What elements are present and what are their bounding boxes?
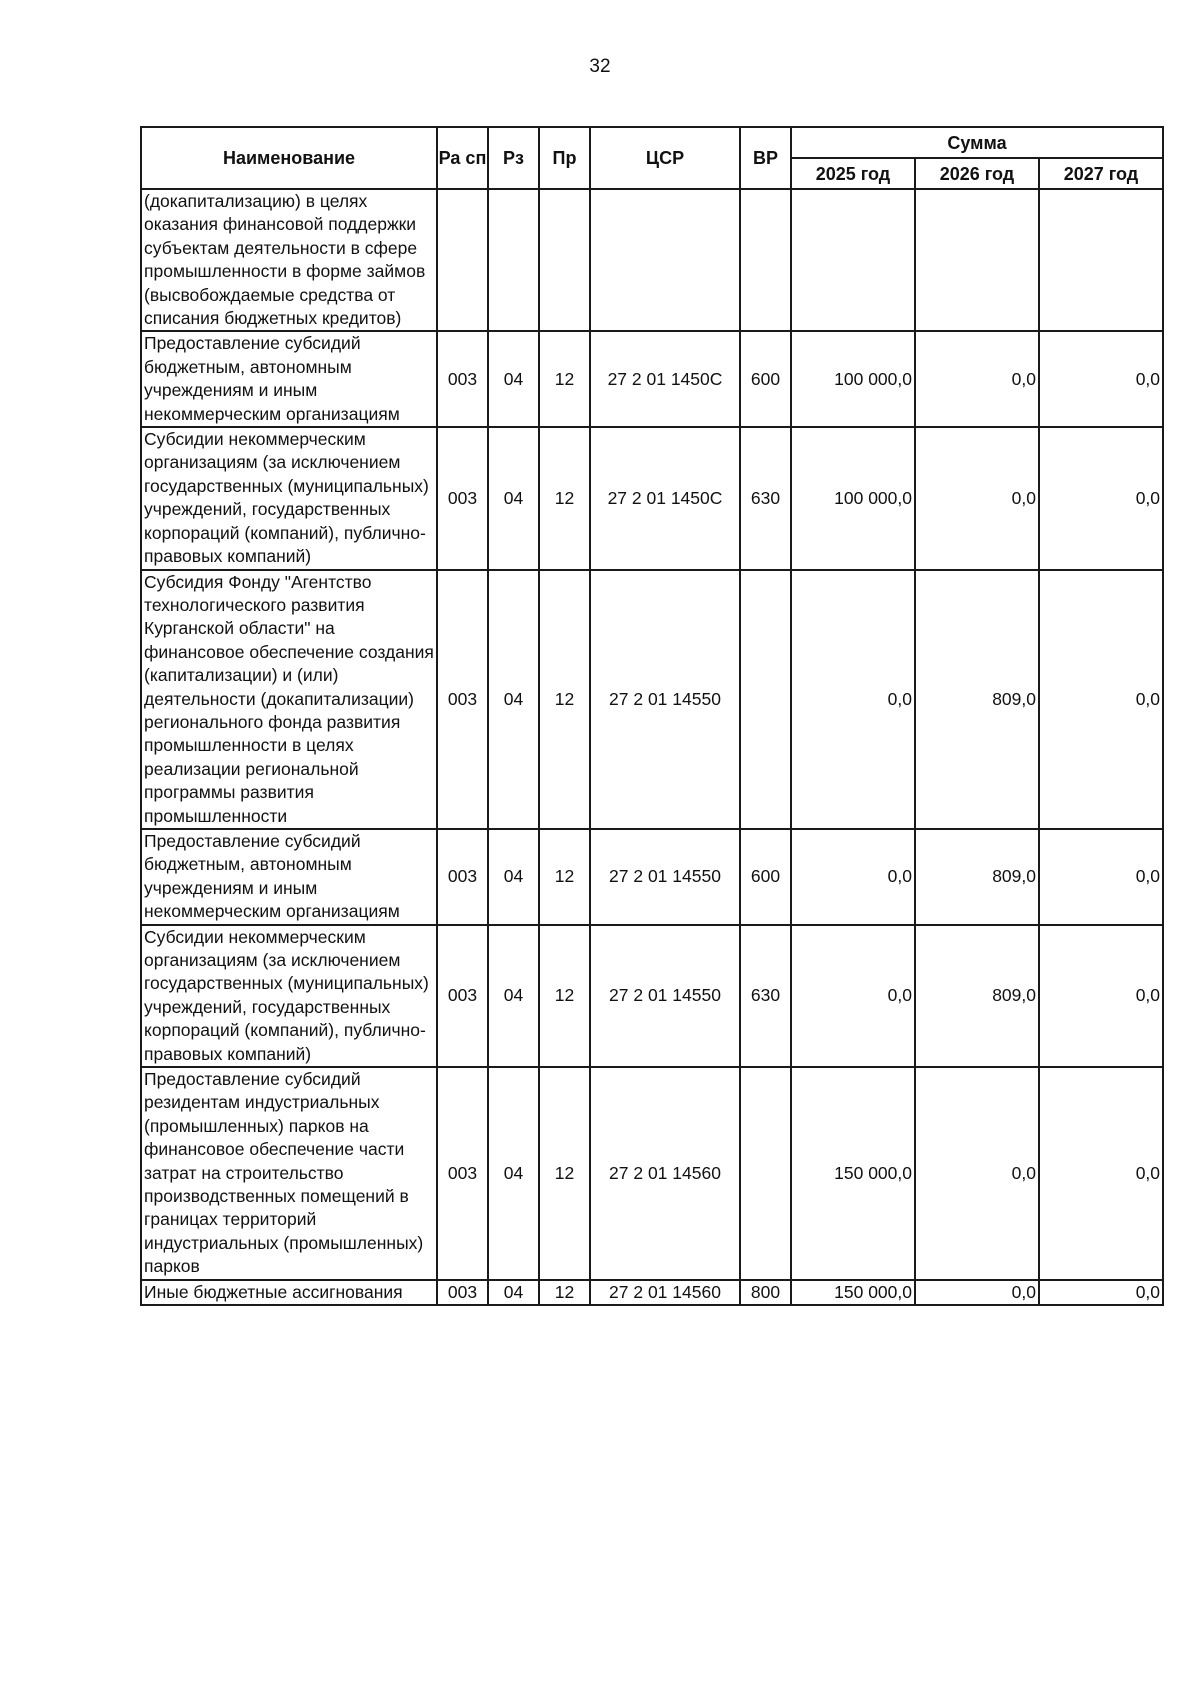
header-rasp: Ра сп	[437, 127, 488, 189]
row-pr	[539, 189, 590, 331]
row-vr	[740, 1067, 791, 1280]
row-rasp: 003	[437, 570, 488, 829]
row-2026: 0,0	[915, 427, 1039, 569]
row-pr: 12	[539, 1067, 590, 1280]
row-csr: 27 2 01 14550	[590, 925, 740, 1067]
header-pr: Пр	[539, 127, 590, 189]
row-rasp: 003	[437, 1067, 488, 1280]
row-2025: 100 000,0	[791, 331, 915, 427]
row-rz: 04	[488, 427, 539, 569]
row-pr: 12	[539, 427, 590, 569]
table-row	[141, 331, 1163, 427]
row-2026	[915, 189, 1039, 331]
row-2027: 0,0	[1039, 829, 1163, 925]
table-row	[141, 1280, 1163, 1305]
row-vr: 630	[740, 925, 791, 1067]
table-row	[141, 829, 1163, 925]
row-name: Субсидия Фонду "Агентство технологического развития Курганской области" на финансовое обеспечение создания (капитализации) и (или) деятельности (докапитализации) регионального фонда развития промышленности в целях реализации региональной программы развития промышленности	[141, 570, 437, 829]
row-2025: 0,0	[791, 925, 915, 1067]
row-rasp: 003	[437, 829, 488, 925]
header-name: Наименование	[141, 127, 437, 189]
row-csr: 27 2 01 1450С	[590, 427, 740, 569]
row-vr: 600	[740, 829, 791, 925]
row-vr	[740, 189, 791, 331]
row-vr: 600	[740, 331, 791, 427]
row-pr: 12	[539, 331, 590, 427]
row-vr: 800	[740, 1280, 791, 1305]
row-2026: 0,0	[915, 331, 1039, 427]
row-name: Субсидии некоммерческим организациям (за исключением государственных (муниципальных) учреждений, государственных корпораций (компаний), публично-правовых компаний)	[141, 427, 437, 569]
row-2025	[791, 189, 915, 331]
row-rz: 04	[488, 1067, 539, 1280]
row-pr: 12	[539, 925, 590, 1067]
table-row	[141, 427, 1163, 569]
row-rasp: 003	[437, 331, 488, 427]
header-rz: Рз	[488, 127, 539, 189]
row-2027: 0,0	[1039, 1067, 1163, 1280]
row-rz: 04	[488, 331, 539, 427]
header-csr: ЦСР	[590, 127, 740, 189]
row-pr: 12	[539, 570, 590, 829]
row-name: Предоставление субсидий резидентам индустриальных (промышленных) парков на финансовое обеспечение части затрат на строительство производственных помещений в границах территорий индустриальных (промышленных) парков	[141, 1067, 437, 1280]
row-name: Предоставление субсидий бюджетным, автономным учреждениям и иным некоммерческим организациям	[141, 829, 437, 925]
row-csr: 27 2 01 1450С	[590, 331, 740, 427]
header-2027: 2027 год	[1039, 158, 1163, 189]
row-rasp: 003	[437, 1280, 488, 1305]
row-rz: 04	[488, 925, 539, 1067]
row-rasp: 003	[437, 427, 488, 569]
row-2025: 0,0	[791, 570, 915, 829]
row-2027: 0,0	[1039, 570, 1163, 829]
header-sum: Сумма	[791, 127, 1163, 158]
header-2025: 2025 год	[791, 158, 915, 189]
budget-table	[140, 126, 1164, 1306]
row-csr: 27 2 01 14560	[590, 1280, 740, 1305]
row-rz: 04	[488, 829, 539, 925]
row-rasp: 003	[437, 925, 488, 1067]
row-2026: 0,0	[915, 1280, 1039, 1305]
row-2027: 0,0	[1039, 1280, 1163, 1305]
row-2026: 809,0	[915, 570, 1039, 829]
row-rz: 04	[488, 1280, 539, 1305]
row-csr: 27 2 01 14550	[590, 829, 740, 925]
row-name: Субсидии некоммерческим организациям (за исключением государственных (муниципальных) учреждений, государственных корпораций (компаний), публично-правовых компаний)	[141, 925, 437, 1067]
row-name: (докапитализацию) в целях оказания финансовой поддержки субъектам деятельности в сфере промышленности в форме займов (высвобождаемые средства от списания бюджетных кредитов)	[141, 189, 437, 331]
page-number: 32	[589, 56, 611, 77]
row-2025: 150 000,0	[791, 1067, 915, 1280]
table-row	[141, 1067, 1163, 1280]
row-csr: 27 2 01 14560	[590, 1067, 740, 1280]
table-row	[141, 925, 1163, 1067]
row-2026: 809,0	[915, 829, 1039, 925]
row-csr	[590, 189, 740, 331]
row-csr: 27 2 01 14550	[590, 570, 740, 829]
row-name: Иные бюджетные ассигнования	[141, 1280, 437, 1305]
row-rz	[488, 189, 539, 331]
row-2025: 0,0	[791, 829, 915, 925]
row-2026: 0,0	[915, 1067, 1039, 1280]
row-name: Предоставление субсидий бюджетным, автономным учреждениям и иным некоммерческим организациям	[141, 331, 437, 427]
table-row	[141, 189, 1163, 331]
row-2027: 0,0	[1039, 925, 1163, 1067]
row-vr	[740, 570, 791, 829]
table-row	[141, 570, 1163, 829]
row-pr: 12	[539, 829, 590, 925]
row-2025: 150 000,0	[791, 1280, 915, 1305]
row-rz: 04	[488, 570, 539, 829]
row-pr: 12	[539, 1280, 590, 1305]
row-2027: 0,0	[1039, 427, 1163, 569]
row-2027	[1039, 189, 1163, 331]
row-2025: 100 000,0	[791, 427, 915, 569]
row-vr: 630	[740, 427, 791, 569]
row-2026: 809,0	[915, 925, 1039, 1067]
row-2027: 0,0	[1039, 331, 1163, 427]
row-rasp	[437, 189, 488, 331]
header-2026: 2026 год	[915, 158, 1039, 189]
header-vr: ВР	[740, 127, 791, 189]
